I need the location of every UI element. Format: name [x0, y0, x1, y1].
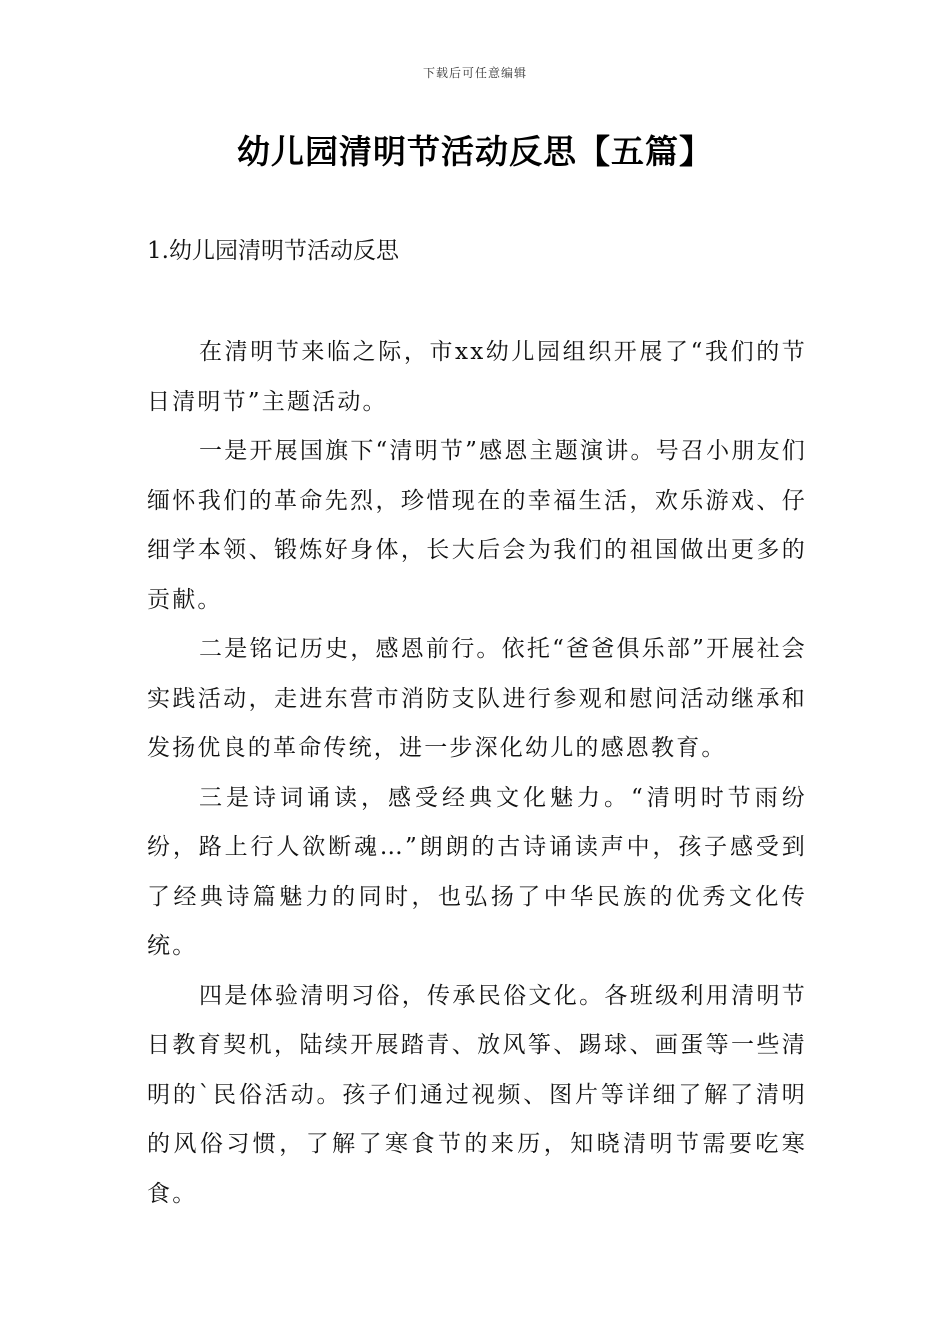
header-note: 下载后可任意编辑: [422, 66, 527, 80]
paragraph-three: 三是诗词诵读，感受经典文化魅力。“清明时节雨纷纷，路上行人欲断魂…”朗朗的古诗诵读声中，孩子感受到了经典诗篇魅力的同时，也弘扬了中华民族的优秀文化传统。: [147, 784, 807, 959]
paragraph-one: 一是开展国旗下“清明节”感恩主题演讲。号召小朋友们缅怀我们的革命先烈，珍惜现在的幸福生活，欢乐游戏、仔细学本领、锻炼好身体，长大后会为我们的祖国做出更多的贡献。: [147, 438, 807, 613]
paragraph-two: 二是铭记历史，感恩前行。依托“爸爸俱乐部”开展社会实践活动，走进东营市消防支队进行参观和慰问活动继承和发扬优良的革命传统，进一步深化幼儿的感恩教育。: [147, 636, 807, 761]
paragraph-four: 四是体验清明习俗，传承民俗文化。各班级利用清明节日教育契机，陆续开展踏青、放风筝、踢球、画蛋等一些清明的`民俗活动。孩子们通过视频、图片等详细了解了清明的风俗习惯，了解了寒食节的来历，知晓清明节需要吃寒食。: [147, 982, 807, 1207]
body-text: [147, 328, 807, 1219]
document-title: 幼儿园清明节活动反思【五篇】: [237, 132, 713, 171]
paragraph-intro: 在清明节来临之际，市xx幼儿园组织开展了“我们的节日清明节”主题活动。: [147, 339, 807, 415]
section-heading: 1.幼儿园清明节活动反思: [147, 238, 399, 264]
